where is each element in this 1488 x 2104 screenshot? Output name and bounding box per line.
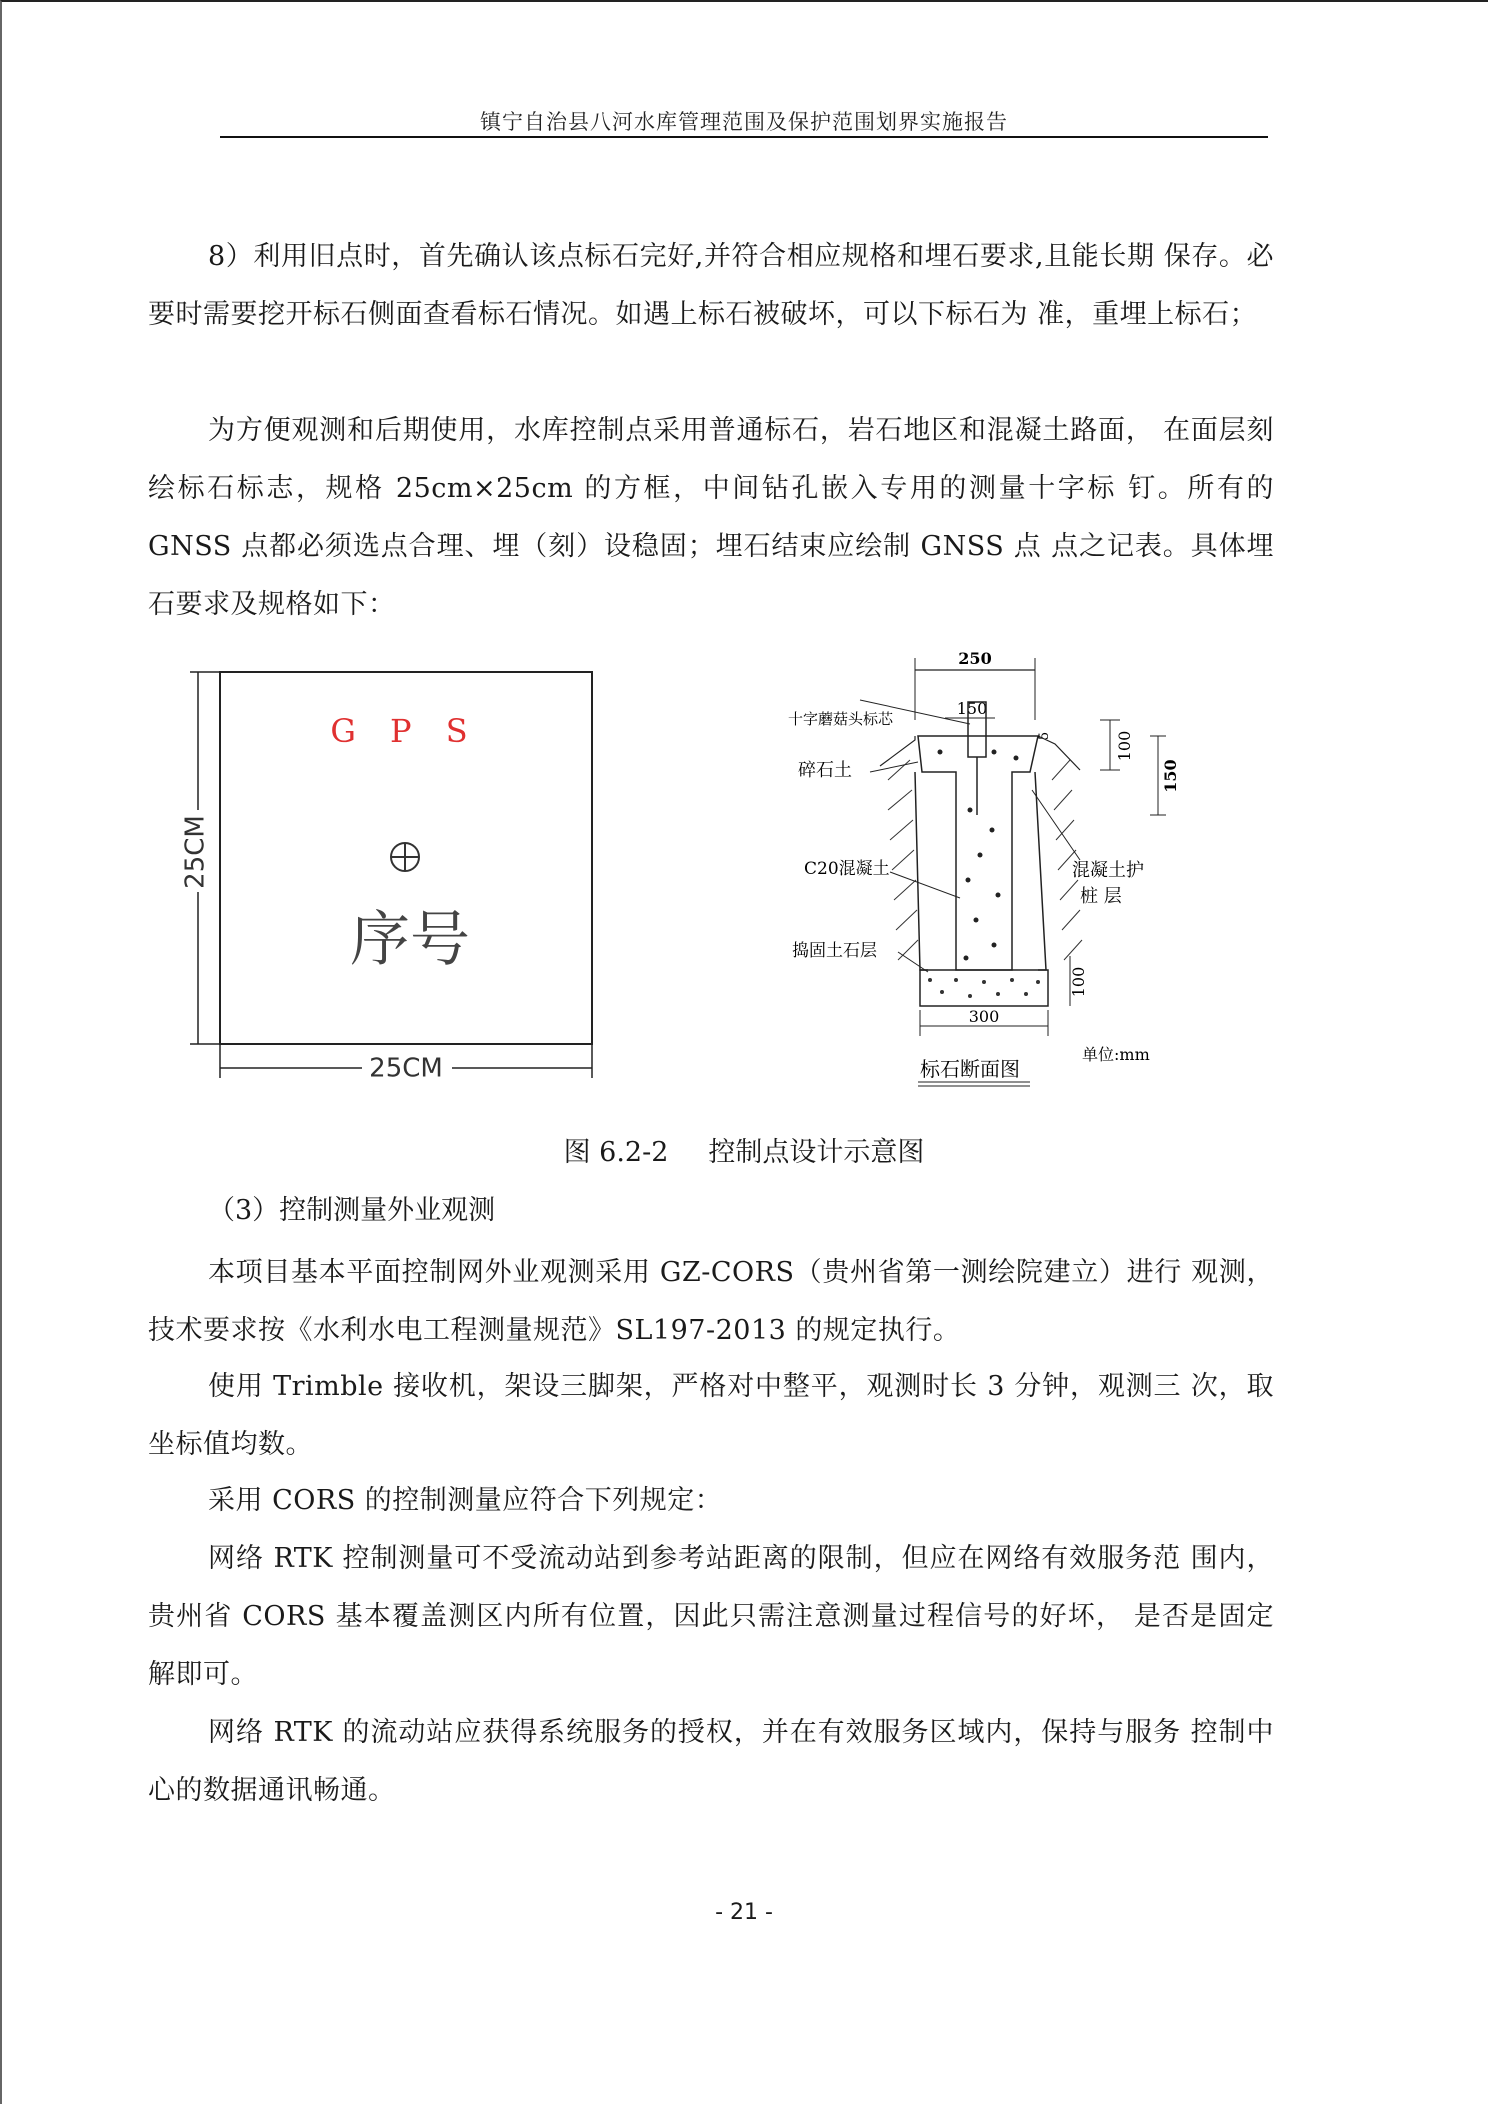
- header-rule: [220, 136, 1268, 138]
- paragraph-network-rtk-auth: 网络 RTK 的流动站应获得系统服务的授权，并在有效服务区域内，保持与服务 控制中心的数据通讯畅通。: [148, 1717, 1274, 1806]
- paragraph-old-points: 8）利用旧点时，首先确认该点标石完好,并符合相应规格和埋石要求,且能长期 保存。必要时需要挖开标石侧面查看标石情况。如遇上标石被破坏，可以下标石为 准，重埋上标石；: [148, 241, 1274, 330]
- label-concrete: C20混凝土: [804, 859, 890, 879]
- section-subheading: （3）控制测量外业观测: [208, 1195, 496, 1226]
- label-protect-1: 混凝土护: [1072, 860, 1144, 881]
- label-section: 标石断面图: [920, 1057, 1020, 1081]
- paragraph-cors-observation: 本项目基本平面控制网外业观测采用 GZ-CORS（贵州省第一测绘院建立）进行 观测，技术要求按《水利水电工程测量规范》SL197-2013 的规定执行。: [148, 1257, 1274, 1346]
- paragraph-cors-rules: 采用 CORS 的控制测量应符合下列规定：: [208, 1485, 723, 1516]
- label-protect-2: 桩 层: [1080, 886, 1122, 907]
- figure-title: 控制点设计示意图: [708, 1137, 925, 1168]
- label-unit: 单位:mm: [1082, 1045, 1150, 1064]
- gps-label: G P S: [330, 712, 480, 750]
- figure-caption: [148, 1128, 1340, 1178]
- serial-label: 序号: [350, 905, 470, 975]
- dim-top-inner: 150: [956, 699, 988, 718]
- marker-section-diagram: [780, 640, 1200, 1110]
- dim-cap: 5: [1037, 731, 1052, 741]
- marker-face-diagram: [170, 660, 610, 1100]
- running-header: 镇宁自治县八河水库管理范围及保护范围划界实施报告: [480, 110, 1008, 134]
- figure-number: 图 6.2-2: [563, 1137, 669, 1168]
- label-gravel: 碎石土: [798, 760, 852, 781]
- label-cross-nail: 十字蘑菇头标芯: [788, 710, 894, 728]
- dim-depth-upper: 100: [1115, 730, 1134, 762]
- dim-label-vertical: 25CM: [180, 815, 211, 889]
- dim-top-outer: 250: [958, 649, 992, 668]
- page-number: - 21 -: [715, 1900, 773, 1925]
- paragraph-marker-spec: 为方便观测和后期使用，水库控制点采用普通标石，岩石地区和混凝土路面， 在面层刻绘标石标志，规格 25cm×25cm 的方框，中间钻孔嵌入专用的测量十字标 钉。所有的 GNSS 点都必须选点合理、埋（刻）设稳固；埋石结束应绘制 GNSS 点 点之记表。具体埋石要求及规格如下：: [148, 415, 1274, 620]
- dim-base: 300: [968, 1007, 1000, 1026]
- dim-depth-total: 150: [1161, 759, 1180, 793]
- dim-label-horizontal: 25CM: [369, 1053, 443, 1084]
- label-rammed: 捣固土石层: [792, 941, 877, 961]
- paragraph-network-rtk-range: 网络 RTK 控制测量可不受流动站到参考站距离的限制，但应在网络有效服务范 围内，贵州省 CORS 基本覆盖测区内所有位置，因此只需注意测量过程信号的好坏， 是否是固定解即可。: [148, 1543, 1274, 1690]
- crosshair-icon: [391, 843, 419, 871]
- dim-depth-lower: 100: [1069, 966, 1088, 998]
- paragraph-trimble: 使用 Trimble 接收机，架设三脚架，严格对中整平，观测时长 3 分钟，观测三 次，取坐标值均数。: [148, 1371, 1274, 1460]
